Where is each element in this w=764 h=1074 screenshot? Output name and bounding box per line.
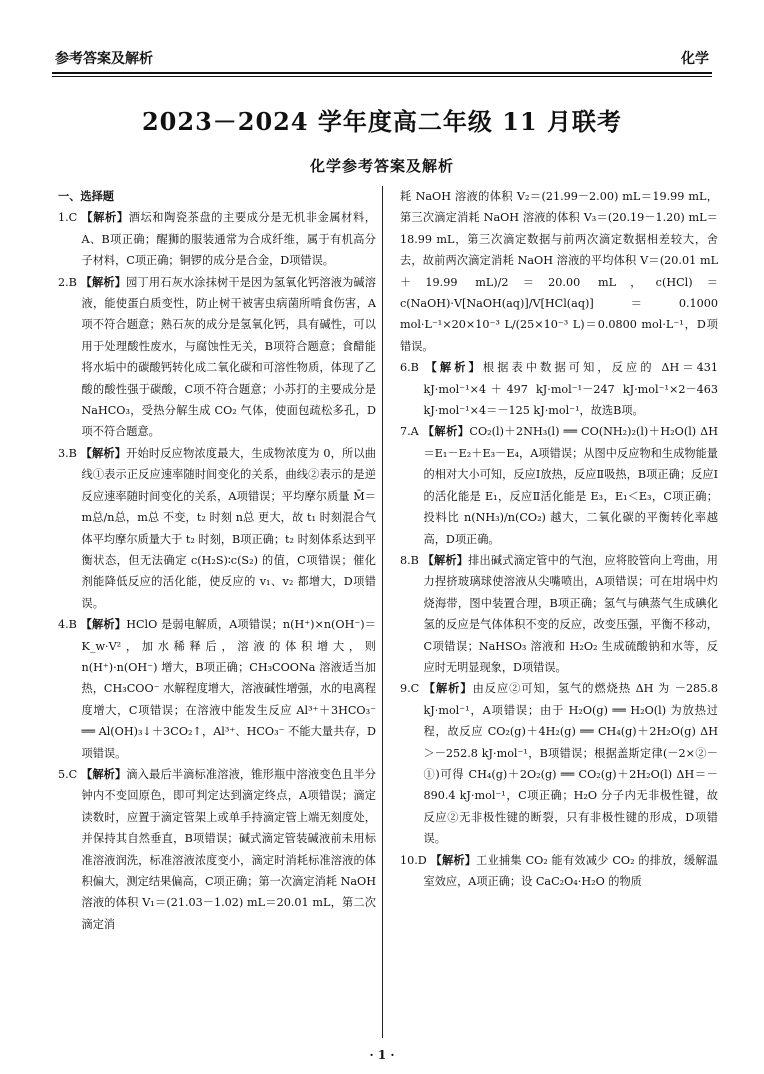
answer-number: 6.B	[400, 361, 426, 375]
continued-text: 耗 NaOH 溶液的体积 V₂＝(21.99－2.00) mL＝19.99 mL，第三次滴定消耗 NaOH 溶液的体积 V₃＝(20.19－1.20) mL＝18.99 mL，第三次滴定数据与前两次滴定数据相差较大，舍去，故前两次滴定消耗 NaOH 溶液的平均体积 V＝(20.01 mL＋19.99 mL)/2＝20.00 mL，c(HCl)＝c(NaOH)·V[NaOH(aq)]/V[HCl(aq)]＝0.1000 mol·L⁻¹×20×10⁻³ L/(25×10⁻³ L)＝0.0800 mol·L⁻¹，D项错误。	[400, 190, 718, 353]
analysis-tag: 【解析】	[422, 553, 469, 567]
analysis-text: 排出碱式滴定管中的气泡，应将胶管向上弯曲，用力捏挤玻璃球使溶液从尖嘴喷出，A项错误；可在坩埚中灼烧海带，图中装置合理，B项正确；氢气与碘蒸气生成碘化氢的反应是气体体积不变的反应，改变压强，平衡不移动，C项错误；NaHSO₃ 溶液和 H₂O₂ 生成硫酸钠和水等，反应时无明显现象，D项错误。	[423, 553, 718, 674]
right-column	[400, 186, 718, 1038]
analysis-tag: 【解析】	[423, 682, 473, 696]
header-right: 化学	[681, 51, 709, 67]
analysis-tag: 【解析】	[425, 361, 483, 375]
answer-item	[58, 443, 376, 614]
answer-item	[400, 850, 718, 893]
answer-item	[400, 678, 718, 849]
analysis-tag: 【解析】	[80, 767, 127, 781]
header-rule-thin	[52, 76, 712, 77]
analysis-tag: 【解析】	[80, 446, 127, 460]
page-number: · 1 ·	[369, 1048, 395, 1062]
running-header	[55, 48, 709, 70]
page-subtitle: 化学参考答案及解析	[309, 157, 454, 175]
analysis-text: 由反应②可知，氢气的燃烧热 ΔH 为 －285.8 kJ·mol⁻¹，A项错误；由于 H₂O(g) ══ H₂O(l) 为放热过程，故反应 CO₂(g)＋4H₂(g) ══ CH₄(g)＋2H₂O(g) ΔH＞－252.8 kJ·mol⁻¹，B项错误；根据盖斯定律(－2×②－①)可得 CH₄(g)＋2O₂(g) ══ CO₂(g)＋2H₂O(l) ΔH＝－890.4 kJ·mol⁻¹，C项正确；H₂O 分子内无非极性键，故反应②无非极性键的断裂，只有非极性键的形成，D项错误。	[423, 682, 718, 846]
page-title: 2023－2024 学年度高二年级 11 月联考	[141, 107, 623, 136]
analysis-text: 滴入最后半滴标准溶液，锥形瓶中溶液变色且半分钟内不变回原色，即可判定达到滴定终点，A项错误；滴定读数时，应置于滴定管架上或单手持滴定管上端无刻度处，并保持其自然垂直，B项错误；碱式滴定管装碱液前未用标准溶液润洗，标准溶液浓度变小，滴定时消耗标准溶液的体积偏大，测定结果偏高，C项正确；第一次滴定消耗 NaOH 溶液的体积 V₁＝(21.03－1.02) mL＝20.01 mL，第二次滴定消	[81, 767, 376, 931]
answer-number: 7.A	[400, 425, 423, 439]
answer-item	[58, 764, 376, 935]
header-left: 参考答案及解析	[55, 51, 153, 67]
answer-number: 10.D	[400, 853, 431, 867]
analysis-tag: 【解析】	[430, 853, 477, 867]
left-column	[58, 186, 376, 1038]
analysis-tag: 【解析】	[422, 425, 470, 439]
analysis-tag: 【解析】	[80, 618, 127, 632]
answer-item	[400, 550, 718, 678]
answer-item	[58, 272, 376, 443]
analysis-tag: 【解析】	[81, 211, 129, 225]
section-heading: 一、选择题	[58, 190, 114, 203]
answer-number: 5.C	[58, 767, 81, 781]
analysis-text: 工业捕集 CO₂ 能有效减少 CO₂ 的排放，缓解温室效应，A项正确；设 CaC₂O₄·H₂O 的物质	[423, 853, 718, 888]
answer-number: 1.C	[58, 211, 82, 225]
answer-number: 9.C	[400, 682, 424, 696]
analysis-text: 根据表中数据可知，反应的 ΔH＝431 kJ·mol⁻¹×4＋497 kJ·mol⁻¹－247 kJ·mol⁻¹×2－463 kJ·mol⁻¹×4＝－125 kJ·mol⁻¹，故选B项。	[423, 361, 718, 418]
analysis-text: 开始时反应物浓度最大，生成物浓度为 0，所以曲线①表示正反应速率随时间变化的关系，曲线②表示的是逆反应速率随时间变化的关系，A项错误；平均摩尔质量 M̄＝m总/n总，m总 不变，t₂ 时刻 n总 更大，故 t₁ 时刻混合气体平均摩尔质量大于 t₂ 时刻，B项正确；t₂ 时刻体系达到平衡状态，但无法确定 c(H₂S)∶c(S₂) 的值，C项错误；催化剂能降低反应的活化能，使反应的 v₁、v₂ 都增大，D项错误。	[81, 446, 376, 610]
answer-number: 8.B	[400, 553, 423, 567]
answer-item	[400, 421, 718, 549]
header-rule	[52, 72, 712, 74]
column-divider	[382, 186, 383, 1038]
answer-item	[400, 357, 718, 421]
analysis-tag: 【解析】	[80, 275, 127, 289]
analysis-text: 酒坛和陶瓷茶盘的主要成分是无机非金属材料，A、B项正确；醒狮的服装通常为合成纤维，属于有机高分子材料，C项正确；铜锣的成分是合金，D项错误。	[81, 211, 376, 268]
answer-number: 3.B	[58, 446, 81, 460]
answer-number: 4.B	[58, 618, 81, 632]
analysis-text: 园丁用石灰水涂抹树干是因为氢氧化钙溶液为碱溶液，能使蛋白质变性，防止树干被害虫病菌所啃食伤害，A项不符合题意；熟石灰的成分是氢氧化钙，具有碱性，可以用于处理酸性废水，与腐蚀性无关，B项符合题意；食醋能将水垢中的碳酸钙转化成二氧化碳和可溶性物质，体现了乙酸的酸性强于碳酸，C项不符合题意；小苏打的主要成分是 NaHCO₃，受热分解生成 CO₂ 气体，使面包疏松多孔，D项不符合题意。	[81, 275, 376, 439]
answer-item	[58, 614, 376, 764]
analysis-text: HClO 是弱电解质，A项错误；n(H⁺)×n(OH⁻)＝K_w·V²，加水稀释后，溶液的体积增大，则 n(H⁺)·n(OH⁻) 增大，B项正确；CH₃COONa 溶液适当加热，CH₃COO⁻ 水解程度增大，溶液碱性增强，水的电离程度增大，C项错误；在溶液中能发生反应 Al³⁺＋3HCO₃⁻ ══ Al(OH)₃↓＋3CO₂↑，Al³⁺、HCO₃⁻ 不能大量共存，D项错误。	[81, 618, 376, 760]
answer-number: 2.B	[58, 275, 81, 289]
answer-item	[58, 207, 376, 271]
analysis-text: CO₂(l)＋2NH₃(l) ══ CO(NH₂)₂(l)＋H₂O(l) ΔH＝E₁－E₂＋E₃－E₄，A项错误；从图中反应物和生成物能量的相对大小可知，反应Ⅰ放热，反应Ⅱ吸热，B项正确；反应Ⅰ的活化能是 E₁，反应Ⅱ活化能是 E₃，E₁＜E₃，C项正确；投料比 n(NH₃)/n(CO₂) 越大，二氧化碳的平衡转化率越高，D项正确。	[423, 425, 718, 546]
